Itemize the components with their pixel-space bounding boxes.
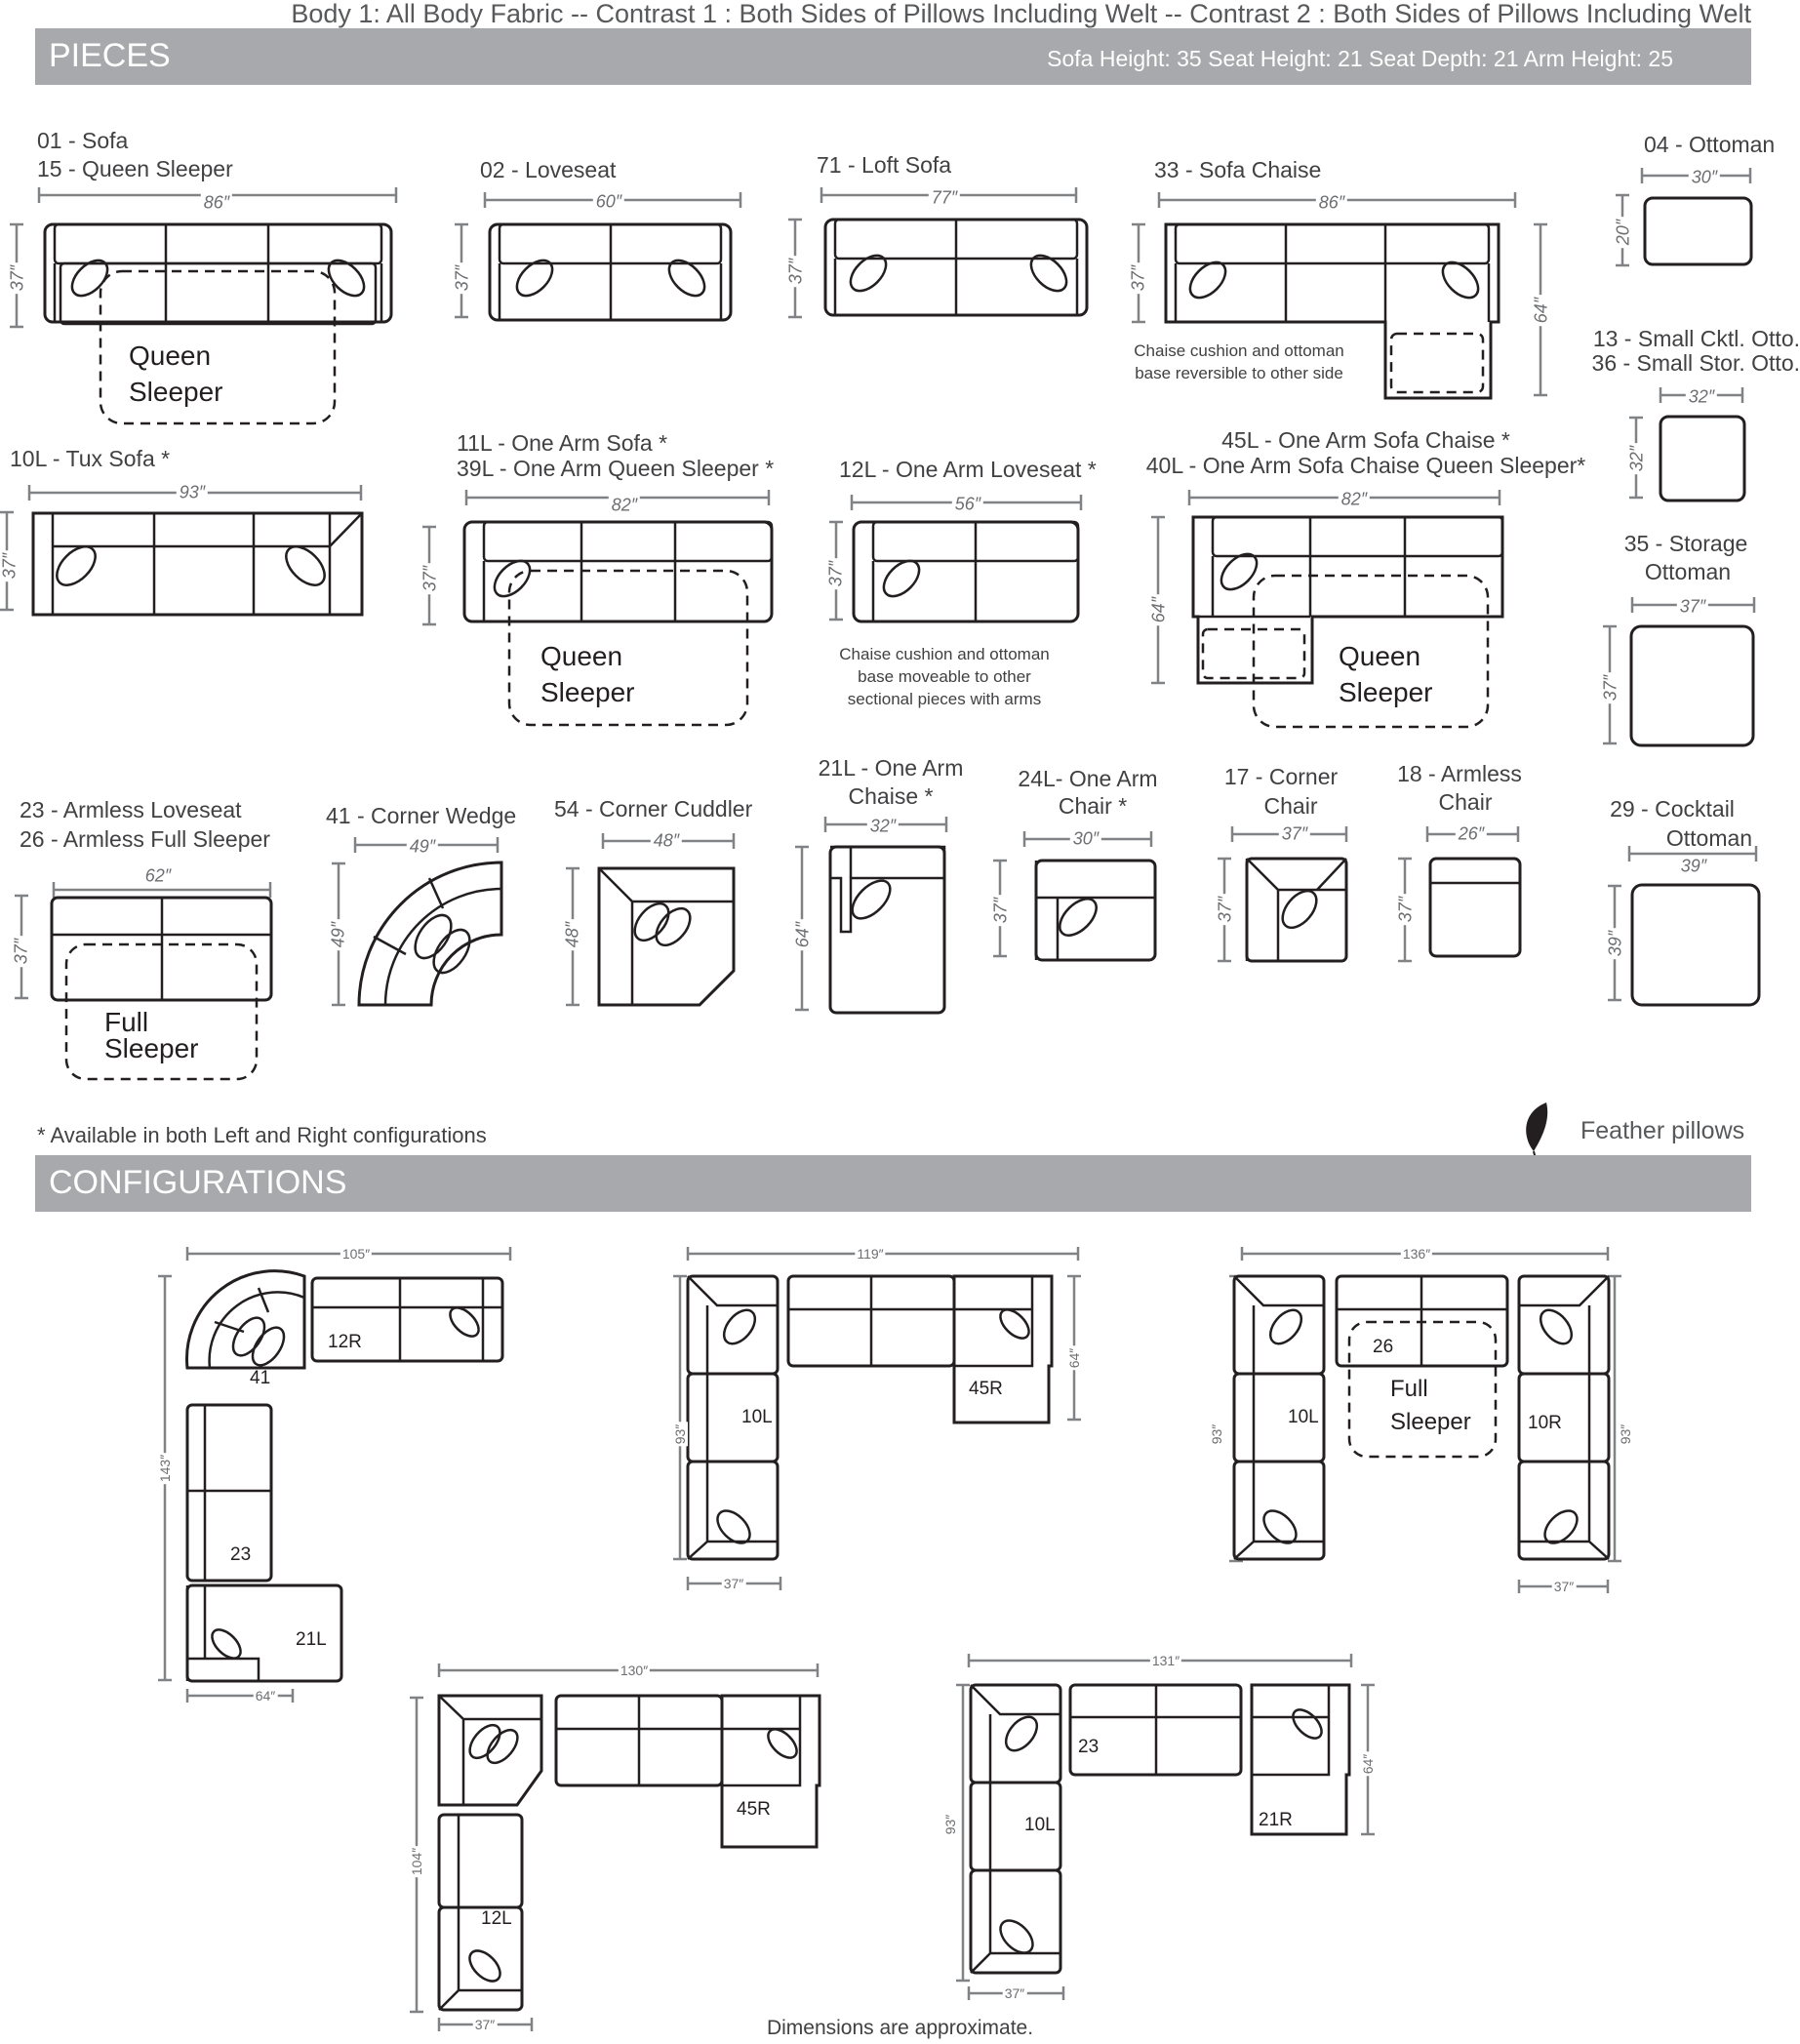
one-arm-chair-width: 30″	[1070, 829, 1101, 850]
loft-label: 71 - Loft Sofa	[817, 152, 952, 178]
cuddler-drawing	[566, 833, 734, 1005]
one-arm-chaise-sofa-label-1: 45L - One Arm Sofa Chaise *	[1221, 427, 1510, 453]
one-arm-chaise-sofa-label-2: 40L - One Arm Sofa Chaise Queen Sleeper*	[1145, 453, 1586, 478]
c2-width: 119″	[857, 1246, 884, 1262]
c3-hleft: 93″	[1209, 1423, 1224, 1445]
one-arm-chaise-label-2: Chaise *	[848, 783, 934, 809]
c4-45r: 45R	[737, 1799, 771, 1820]
sofa-sleeper-2: Sleeper	[129, 377, 223, 407]
c3-10l: 10L	[1288, 1407, 1319, 1427]
ottoman-depth: 20″	[1614, 217, 1634, 248]
sofa-sleeper-1: Queen	[129, 341, 212, 371]
c4-height: 104″	[409, 1847, 424, 1876]
sofa-label-1: 01 - Sofa	[37, 128, 129, 153]
armless-loveseat-sleeper-2: Sleeper	[104, 1033, 199, 1063]
armless-chair-width: 26″	[1456, 824, 1487, 845]
one-arm-chaise-sofa-drawing	[1151, 490, 1502, 727]
cuddler-depth: 48″	[563, 919, 583, 950]
c3-10r: 10R	[1528, 1413, 1562, 1433]
c2-chaise: 64″	[1066, 1347, 1082, 1369]
armless-loveseat-label-2: 26 - Armless Full Sleeper	[20, 826, 270, 852]
armless-chair-label-2: Chair	[1438, 789, 1493, 815]
fabric-note: Body 1: All Body Fabric -- Contrast 1 : Both Sides of Pillows Including Welt -- Contrast 2 : Both Sides of Pillows Including Welt	[291, 0, 1751, 28]
c1-width: 105″	[341, 1246, 371, 1262]
cocktail-otto-width: 39″	[1678, 857, 1709, 877]
one-arm-loveseat-note-3: sectional pieces with arms	[847, 690, 1042, 708]
small-otto-label-2: 36 - Small Stor. Otto.	[1591, 350, 1800, 376]
c4-width: 130″	[620, 1663, 649, 1678]
cuddler-label: 54 - Corner Cuddler	[554, 796, 753, 822]
c2-45r: 45R	[969, 1379, 1003, 1399]
c4-depth: 37″	[474, 2017, 496, 2032]
one-arm-chair-drawing	[993, 831, 1155, 960]
pieces-title: PIECES	[49, 37, 171, 74]
tux-depth: 37″	[0, 550, 20, 581]
sofa-depth: 37″	[8, 262, 28, 294]
c5-21r: 21R	[1259, 1810, 1293, 1830]
armless-loveseat-depth: 37″	[12, 936, 32, 967]
footer-note: Dimensions are approximate.	[766, 2017, 1034, 2039]
small-otto-width: 32″	[1686, 387, 1717, 408]
one-arm-chaise-sofa-width: 82″	[1339, 490, 1370, 510]
c1-height: 143″	[157, 1454, 173, 1483]
pieces-specs: Sofa Height: 35 Seat Height: 21 Seat Depth: 21 Arm Height: 25	[1047, 46, 1673, 71]
one-arm-chair-depth: 37″	[991, 895, 1012, 926]
config2-drawing	[673, 1247, 1081, 1590]
storage-otto-depth: 37″	[1601, 672, 1621, 703]
cocktail-otto-label-1: 29 - Cocktail	[1610, 796, 1735, 822]
corner-chair-drawing	[1218, 826, 1346, 961]
ottoman-label: 04 - Ottoman	[1644, 132, 1776, 157]
config-title: CONFIGURATIONS	[49, 1164, 347, 1201]
ottoman-drawing	[1616, 168, 1751, 265]
c1-depth: 64″	[255, 1688, 276, 1703]
storage-otto-width: 37″	[1677, 597, 1708, 618]
loft-width: 77″	[929, 188, 960, 209]
config-header-bar	[35, 1155, 1751, 1212]
c5-depth: 37″	[1004, 1985, 1025, 2001]
ottoman-width: 30″	[1689, 168, 1720, 188]
wedge-depth: 49″	[329, 919, 349, 950]
c3-sleeper-1: Full	[1390, 1376, 1428, 1402]
c1-23: 23	[230, 1544, 252, 1565]
tux-width: 93″	[177, 483, 208, 503]
c5-width: 131″	[1151, 1653, 1180, 1668]
one-arm-sofa-sleeper-1: Queen	[540, 641, 623, 671]
one-arm-loveseat-label: 12L - One Arm Loveseat *	[839, 457, 1097, 482]
c3-26: 26	[1373, 1337, 1394, 1357]
one-arm-sofa-depth: 37″	[420, 563, 441, 594]
one-arm-sofa-label-1: 11L - One Arm Sofa *	[457, 430, 668, 456]
tux-label: 10L - Tux Sofa *	[10, 446, 171, 471]
one-arm-chaise-length: 64″	[793, 919, 814, 950]
sofa-chaise-width: 86″	[1316, 193, 1347, 214]
c5-23: 23	[1078, 1737, 1100, 1757]
one-arm-chaise-drawing	[795, 817, 946, 1013]
c3-sleeper-2: Sleeper	[1390, 1409, 1471, 1435]
one-arm-chaise-sofa-sleeper-2: Sleeper	[1339, 677, 1433, 707]
storage-otto-label-2: Ottoman	[1644, 559, 1732, 584]
armless-chair-drawing	[1398, 826, 1520, 961]
config5-drawing	[956, 1654, 1375, 2000]
loveseat-label: 02 - Loveseat	[480, 157, 617, 182]
c2-10l: 10L	[741, 1407, 773, 1427]
one-arm-loveseat-note-1: Chaise cushion and ottoman	[839, 645, 1050, 663]
one-arm-chaise-sofa-length: 64″	[1149, 594, 1170, 625]
wedge-width: 49″	[407, 837, 438, 858]
one-arm-chair-label-2: Chair *	[1058, 793, 1128, 819]
one-arm-sofa-width: 82″	[609, 496, 640, 516]
one-arm-loveseat-depth: 37″	[826, 558, 847, 589]
storage-otto-drawing	[1603, 597, 1754, 745]
cuddler-width: 48″	[651, 831, 682, 852]
feather-label: Feather pillows	[1580, 1117, 1745, 1144]
c3-depth: 37″	[1553, 1579, 1575, 1594]
sofa-chaise-label: 33 - Sofa Chaise	[1154, 157, 1322, 182]
c2-height: 93″	[672, 1423, 688, 1445]
cocktail-otto-label-2: Ottoman	[1665, 825, 1753, 851]
config4-drawing	[410, 1663, 820, 2031]
small-otto-depth: 32″	[1627, 443, 1648, 474]
one-arm-chaise-sofa-sleeper-1: Queen	[1339, 641, 1421, 671]
one-arm-sofa-sleeper-2: Sleeper	[540, 677, 635, 707]
c3-hright: 93″	[1618, 1423, 1633, 1445]
one-arm-loveseat-note-2: base moveable to other	[858, 667, 1031, 686]
loveseat-depth: 37″	[453, 262, 473, 294]
config1-drawing	[158, 1247, 510, 1703]
armless-chair-label-1: 18 - Armless	[1397, 761, 1522, 786]
armless-loveseat-sleeper-1: Full	[104, 1007, 149, 1037]
sofa-chaise-note-2: base reversible to other side	[1135, 364, 1343, 382]
armless-loveseat-width: 62″	[142, 866, 174, 887]
c2-depth: 37″	[723, 1576, 744, 1591]
c1-41: 41	[250, 1368, 271, 1388]
one-arm-loveseat-width: 56″	[952, 495, 983, 515]
footnote: * Available in both Left and Right configurations	[37, 1123, 487, 1147]
loveseat-width: 60″	[593, 192, 624, 213]
one-arm-sofa-label-2: 39L - One Arm Queen Sleeper *	[457, 456, 775, 481]
sofa-chaise-length: 64″	[1532, 295, 1552, 326]
c5-10l: 10L	[1024, 1815, 1056, 1835]
sofa-chaise-depth: 37″	[1129, 262, 1149, 294]
tux-drawing	[0, 485, 362, 615]
one-arm-chaise-label-1: 21L - One Arm	[818, 755, 964, 781]
c1-21l: 21L	[296, 1629, 327, 1650]
loft-depth: 37″	[786, 256, 807, 287]
one-arm-chaise-width: 32″	[867, 817, 899, 837]
one-arm-chair-label-1: 24L- One Arm	[1018, 766, 1158, 791]
c5-height: 93″	[942, 1814, 958, 1835]
c1-12r: 12R	[328, 1332, 362, 1352]
corner-chair-label-2: Chair	[1263, 793, 1318, 819]
sofa-chaise-note-1: Chaise cushion and ottoman	[1134, 341, 1344, 360]
wedge-drawing	[332, 837, 501, 1005]
corner-chair-depth: 37″	[1216, 894, 1236, 925]
storage-otto-label-1: 35 - Storage	[1623, 531, 1748, 556]
c5-chaise: 64″	[1360, 1753, 1376, 1775]
c4-12l: 12L	[481, 1908, 512, 1929]
feather-icon	[1526, 1102, 1547, 1163]
small-otto-label-1: 13 - Small Cktl. Otto.	[1592, 326, 1800, 351]
armless-loveseat-label-1: 23 - Armless Loveseat	[20, 797, 242, 822]
wedge-label: 41 - Corner Wedge	[326, 803, 517, 828]
corner-chair-label-1: 17 - Corner	[1223, 764, 1339, 789]
armless-chair-depth: 37″	[1396, 894, 1417, 925]
corner-chair-width: 37″	[1279, 824, 1310, 845]
cocktail-otto-depth: 39″	[1606, 928, 1626, 959]
sofa-label-2: 15 - Queen Sleeper	[37, 156, 233, 181]
sofa-width: 86″	[201, 193, 232, 214]
c3-width: 136″	[1402, 1246, 1431, 1262]
